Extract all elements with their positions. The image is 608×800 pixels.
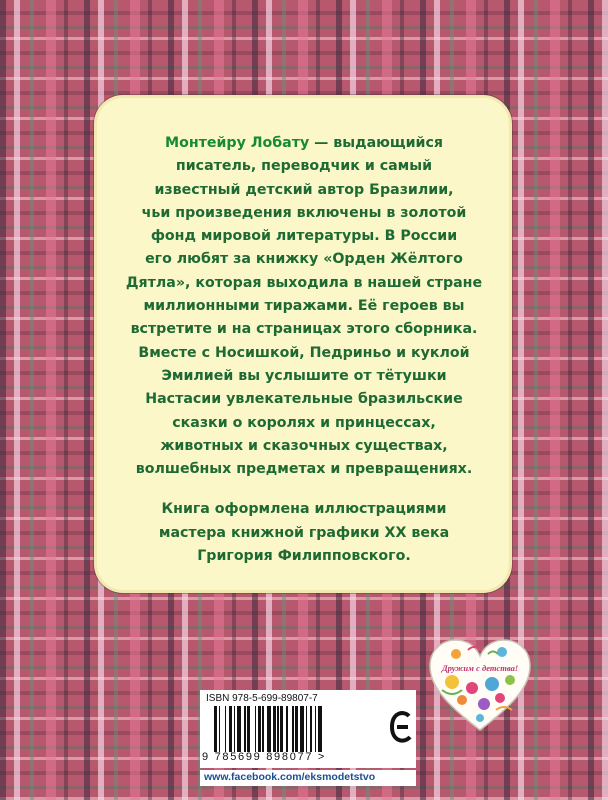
barcode-bar bbox=[258, 706, 261, 752]
publisher-e-logo-icon bbox=[389, 710, 413, 744]
description-line: Дятла», которая выходила в нашей стране bbox=[125, 274, 483, 291]
description-line: Эмилией вы услышите от тётушки bbox=[161, 367, 447, 384]
barcode-bar bbox=[273, 706, 276, 752]
barcode-bar bbox=[292, 706, 294, 752]
barcode-bar bbox=[300, 706, 305, 752]
description-line: чьи произведения включены в золотой bbox=[141, 204, 467, 221]
heart-emblem-icon bbox=[428, 638, 532, 734]
barcode-area bbox=[200, 690, 416, 768]
heart-caption: Дружим с детства! bbox=[441, 663, 519, 673]
barcode-bar bbox=[318, 706, 323, 752]
barcode-bar bbox=[280, 706, 283, 752]
barcode-bar bbox=[247, 706, 250, 752]
barcode-bar bbox=[310, 706, 312, 752]
description-line: писатель, переводчик и самый bbox=[175, 158, 433, 175]
description-line: фонд мировой литературы. В России bbox=[150, 228, 458, 245]
description-line: Настасии увлекательные бразильские bbox=[145, 391, 463, 408]
description-line: его любят за книжку «Орден Жёлтого bbox=[145, 251, 463, 268]
barcode-bar bbox=[277, 706, 279, 752]
barcode-bar bbox=[286, 706, 288, 752]
barcode-bar bbox=[234, 706, 236, 752]
description-line: миллионными тиражами. Её героев вы bbox=[143, 298, 465, 315]
facebook-url[interactable]: www.facebook.com/eksmodetstvo bbox=[204, 771, 376, 783]
description-line-1: Монтейру Лобату — выдающийся bbox=[164, 135, 444, 151]
description-line: известный детский автор Бразилии, bbox=[154, 181, 454, 198]
description-line: животных и сказочных существах, bbox=[160, 437, 448, 454]
barcode-bar bbox=[315, 706, 317, 752]
description-line: волшебных предметах и превращениях. bbox=[135, 461, 473, 478]
illustrations-line: Книга оформлена иллюстрациями bbox=[161, 501, 447, 518]
barcode-bar bbox=[225, 706, 227, 752]
barcode-bar bbox=[306, 706, 308, 752]
facebook-link-bar[interactable] bbox=[200, 770, 416, 786]
barcode-bar bbox=[219, 706, 221, 752]
barcode-bar bbox=[255, 706, 257, 752]
barcode-bar bbox=[244, 706, 246, 752]
isbn-label: ISBN 978-5-699-89807-7 bbox=[206, 693, 318, 704]
barcode-bars bbox=[214, 706, 382, 752]
barcode-bar bbox=[262, 706, 264, 752]
illustrations-line: Григория Филипповского. bbox=[197, 548, 411, 565]
barcode-bar bbox=[295, 706, 298, 752]
description-line: Вместе с Носишкой, Педриньо и куклой bbox=[138, 344, 470, 361]
description-line: сказки о королях и принцессах, bbox=[172, 414, 436, 431]
barcode-bar bbox=[237, 706, 242, 752]
author-name: Монтейру Лобату bbox=[164, 135, 310, 151]
barcode-digits: 9 785699 898077 > bbox=[202, 751, 327, 763]
barcode-bar bbox=[229, 706, 232, 752]
barcode-bar bbox=[214, 706, 217, 752]
barcode-bar bbox=[267, 706, 272, 752]
description-text bbox=[118, 132, 490, 568]
description-line: встретите и на страницах этого сборника. bbox=[130, 321, 478, 338]
illustrations-line: мастера книжной графики XX века bbox=[158, 524, 450, 541]
